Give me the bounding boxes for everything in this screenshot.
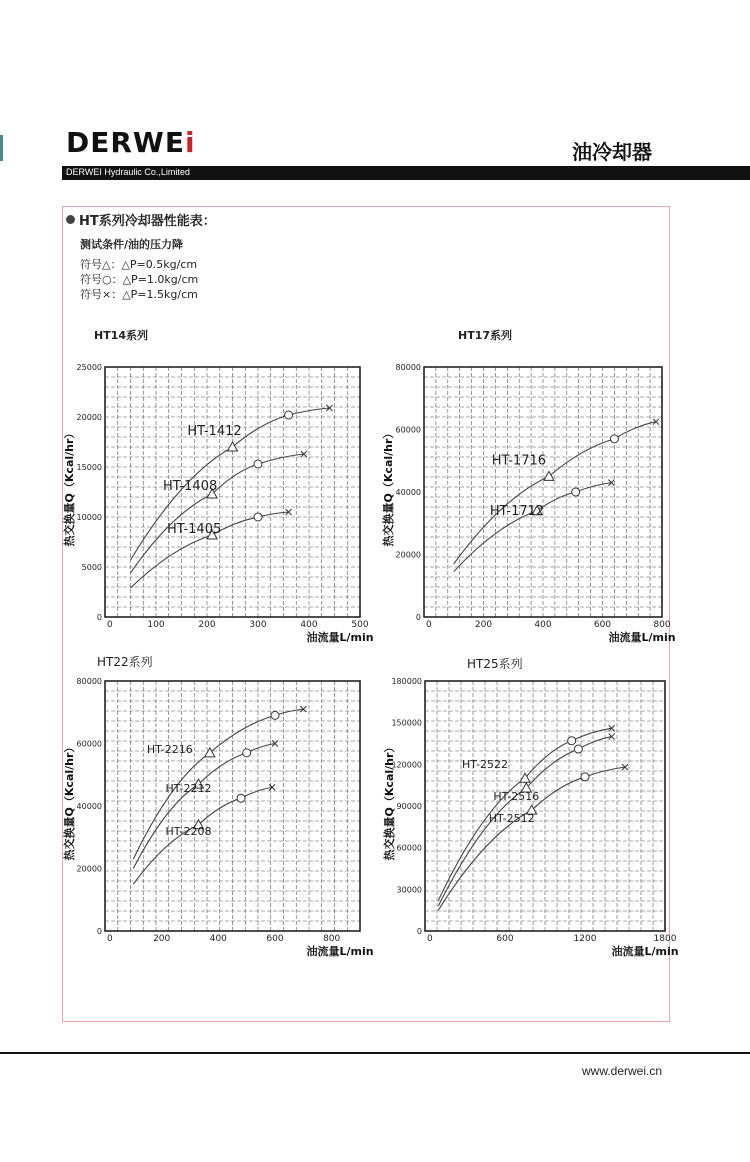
chart-ht22 [60,668,374,968]
x-axis-label: 油流量L/min [608,631,676,644]
y-tick-label: 5000 [81,563,102,572]
circle-marker [237,794,245,802]
circle-marker [572,488,580,496]
x-tick-label: 100 [147,620,165,630]
circle-marker [574,745,582,753]
chart-ht25 [368,668,679,968]
circle-marker [271,711,279,719]
y-tick-label: 60000 [396,843,422,853]
y-tick-label: 20000 [76,864,102,874]
y-tick-label: 150000 [391,718,422,728]
x-tick-label: 400 [534,620,552,630]
series-line-ht-2212 [133,744,275,869]
x-tick-label: 800 [653,620,671,630]
y-tick-label: 20000 [76,413,102,422]
header-bar [62,166,750,180]
x-tick-label: 600 [266,934,284,944]
x-tick-label: 200 [153,934,171,944]
y-tick-label: 10000 [76,513,102,522]
y-axis-label: 热交换量Q（Kcal/hr） [63,427,76,547]
y-tick-label: 0 [415,613,421,622]
chart-ht17 [372,355,676,650]
y-tick-label: 80000 [395,363,421,372]
x-tick-label: 0 [427,934,433,944]
company-logo: DERWEi [66,126,196,159]
chart-title-ht22: HT22系列 [97,655,153,669]
x-axis-label: 油流量L/min [306,631,374,644]
y-tick-label: 20000 [395,550,421,560]
y-tick-label: 60000 [395,425,421,435]
circle-marker [568,737,576,745]
x-tick-label: 800 [323,934,341,944]
circle-marker [254,513,262,521]
series-label: HT-2208 [165,824,212,838]
y-tick-label: 30000 [396,885,422,895]
x-tick-label: 200 [474,620,493,630]
y-tick-label: 90000 [396,802,422,811]
website: www.derwei.cn [582,1064,663,1078]
circle-marker [581,773,589,781]
series-line-ht-2216 [133,709,303,859]
symbol-circle: 符号○：△P=1.0kg/cm [80,273,199,286]
circle-marker [243,749,251,757]
x-tick-label: 0 [107,934,113,944]
x-tick-label: 600 [593,620,612,630]
x-tick-label: 0 [107,620,113,630]
y-tick-label: 25000 [76,363,102,372]
section-heading [66,210,216,229]
x-tick-label: 400 [300,620,318,630]
page-title: 油冷却器 [572,140,652,164]
x-tick-label: 400 [209,934,227,944]
y-tick-label: 60000 [76,739,102,749]
chart-title-ht25: HT25系列 [467,657,523,671]
x-tick-label: 1800 [653,934,677,944]
x-tick-label: 0 [426,620,432,630]
chart-title-ht17: HT17系列 [458,329,513,342]
series-label: HT-1712 [489,503,545,519]
symbol-cross: 符号×：△P=1.5kg/cm [80,288,198,301]
y-tick-label: 40000 [76,802,102,811]
y-tick-label: 15000 [76,463,102,472]
y-tick-label: 0 [96,927,102,936]
series-label: HT-2512 [488,812,535,826]
x-axis-label: 油流量L/min [306,945,374,958]
y-tick-label: 0 [416,927,422,936]
series-label: HT-1412 [187,424,242,439]
company-name: DERWEI Hydraulic Co.,Limited [66,167,190,177]
y-tick-label: 180000 [391,677,422,686]
triangle-marker [228,442,238,451]
y-axis-label: 热交换量Q（Kcal/hr） [63,741,76,861]
y-tick-label: 120000 [391,760,422,770]
y-tick-label: 0 [96,613,102,622]
y-axis-label: 热交换量Q（Kcal/hr） [383,741,396,861]
circle-marker [254,460,262,468]
x-tick-label: 200 [198,620,216,630]
chart-title-ht14: HT14系列 [94,329,149,342]
circle-marker [610,435,618,443]
edge-marker [0,135,3,161]
symbol-triangle: 符号△：△P=0.5kg/cm [80,258,198,271]
circle-marker [285,411,293,419]
series-label: HT-2516 [493,789,540,803]
footer-line [0,1052,750,1054]
bullet-icon [66,215,75,224]
series-label: HT-2522 [462,758,508,772]
section-heading-text: HT系列冷却器性能表： [79,214,216,229]
x-axis-label: 油流量L/min [611,945,679,958]
x-tick-label: 600 [496,934,514,944]
chart-ht14 [60,355,374,650]
series-label: HT-1716 [491,453,547,469]
y-tick-label: 40000 [395,488,421,497]
series-label: HT-1405 [166,522,222,537]
series-label: HT-2212 [165,782,212,796]
y-axis-label: 热交换量Q（Kcal/hr） [382,427,395,547]
x-tick-label: 500 [351,620,369,630]
series-line-ht-2512 [438,767,625,910]
x-tick-label: 300 [249,620,267,630]
x-tick-label: 1200 [573,934,597,944]
series-label: HT-1408 [162,479,218,494]
test-condition: 测试条件/油的压力降 [80,238,184,251]
series-label: HT-2216 [146,742,193,756]
y-tick-label: 80000 [76,677,102,686]
